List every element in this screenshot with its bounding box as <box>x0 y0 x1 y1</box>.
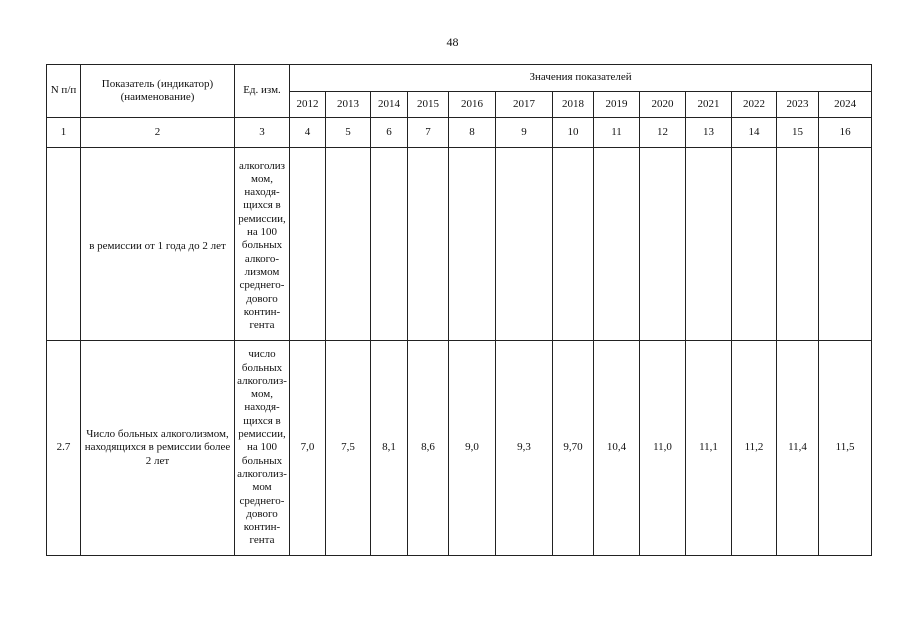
header-year: 2014 <box>371 92 408 118</box>
column-number: 7 <box>408 118 449 148</box>
row-indicator: в ремиссии от 1 года до 2 лет <box>81 148 235 341</box>
row-value: 9,70 <box>553 341 594 556</box>
row-value <box>449 148 496 341</box>
row-value <box>553 148 594 341</box>
row-value: 9,3 <box>496 341 553 556</box>
row-value: 11,5 <box>819 341 872 556</box>
column-number: 5 <box>326 118 371 148</box>
row-value: 7,5 <box>326 341 371 556</box>
row-value <box>408 148 449 341</box>
table-row <box>47 341 872 556</box>
column-number: 16 <box>819 118 872 148</box>
row-value <box>732 148 777 341</box>
row-value: 7,0 <box>290 341 326 556</box>
column-number: 1 <box>47 118 81 148</box>
column-number: 13 <box>686 118 732 148</box>
header-year: 2019 <box>594 92 640 118</box>
row-unit: число больных алкоголиз- мом, находя- щихся в ремиссии, на 100 больных алкоголиз- мом среднего- дового контин- гента <box>235 341 290 556</box>
column-number: 11 <box>594 118 640 148</box>
row-value <box>371 148 408 341</box>
header-indicator: Показатель (индикатор) (наименование) <box>81 65 235 118</box>
indicators-table <box>46 64 872 556</box>
row-value: 11,0 <box>640 341 686 556</box>
header-year: 2016 <box>449 92 496 118</box>
row-value <box>496 148 553 341</box>
row-num: 2.7 <box>47 341 81 556</box>
row-value <box>290 148 326 341</box>
header-year: 2018 <box>553 92 594 118</box>
header-year: 2015 <box>408 92 449 118</box>
header-year: 2024 <box>819 92 872 118</box>
column-number: 3 <box>235 118 290 148</box>
header-year: 2023 <box>777 92 819 118</box>
column-number: 8 <box>449 118 496 148</box>
row-value <box>326 148 371 341</box>
table-row <box>47 148 872 341</box>
column-number: 2 <box>81 118 235 148</box>
header-year: 2017 <box>496 92 553 118</box>
column-number: 12 <box>640 118 686 148</box>
header-year: 2013 <box>326 92 371 118</box>
row-unit: алкоголиз мом, находя- щихся в ремиссии, на 100 больных алкого- лизмом среднего- дового контин- гента <box>235 148 290 341</box>
row-value <box>640 148 686 341</box>
header-year: 2021 <box>686 92 732 118</box>
row-value: 11,4 <box>777 341 819 556</box>
column-number: 14 <box>732 118 777 148</box>
header-year: 2022 <box>732 92 777 118</box>
row-value <box>594 148 640 341</box>
header-year: 2020 <box>640 92 686 118</box>
column-number: 9 <box>496 118 553 148</box>
header-year: 2012 <box>290 92 326 118</box>
row-value <box>819 148 872 341</box>
header-unit: Ед. изм. <box>235 65 290 118</box>
column-number: 4 <box>290 118 326 148</box>
row-value: 8,6 <box>408 341 449 556</box>
header-num: N п/п <box>47 65 81 118</box>
row-value: 11,1 <box>686 341 732 556</box>
page-number: 48 <box>446 35 459 49</box>
row-value <box>777 148 819 341</box>
header-values-group: Значения показателей <box>290 65 872 92</box>
row-num <box>47 148 81 341</box>
column-numbers-row <box>47 118 872 148</box>
row-value: 8,1 <box>371 341 408 556</box>
column-number: 10 <box>553 118 594 148</box>
row-value: 10,4 <box>594 341 640 556</box>
column-number: 6 <box>371 118 408 148</box>
row-value: 11,2 <box>732 341 777 556</box>
row-value: 9,0 <box>449 341 496 556</box>
row-indicator: Число больных алкоголизмом, находящихся в ремиссии более 2 лет <box>81 341 235 556</box>
column-number: 15 <box>777 118 819 148</box>
row-value <box>686 148 732 341</box>
